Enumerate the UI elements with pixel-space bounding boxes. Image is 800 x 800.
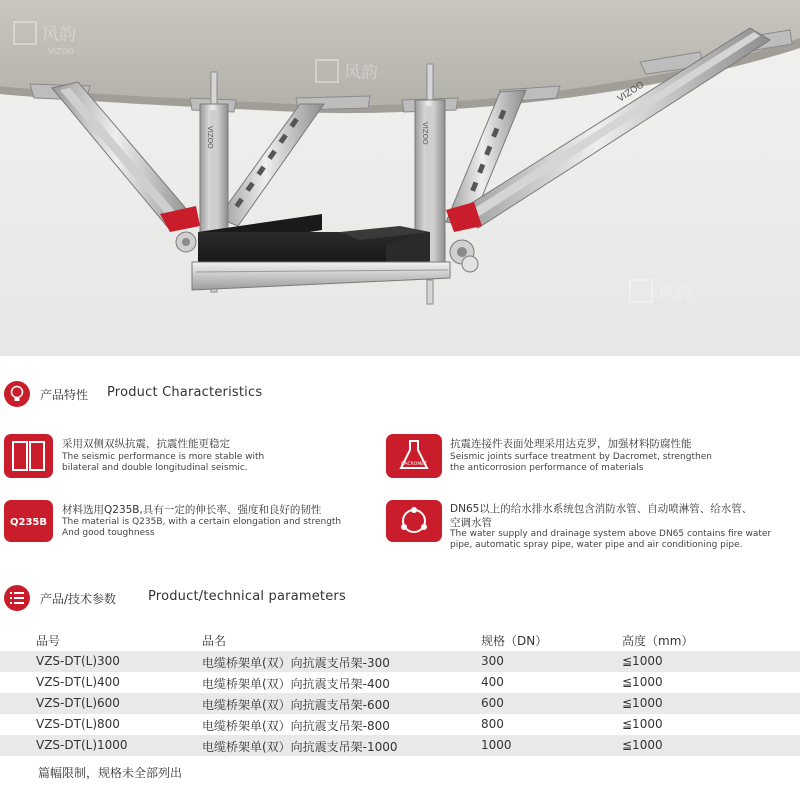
svg-text:VIZOO: VIZOO: [616, 80, 647, 105]
params-title-en: Product/technical parameters: [148, 589, 346, 604]
bottom-channel: [192, 262, 450, 290]
feature-2-en-line2: the anticorrosion performance of materials: [450, 463, 644, 473]
cell-height: ≦1000: [622, 675, 663, 689]
table-row: [0, 693, 800, 714]
characteristics-title-cn: 产品特性: [40, 388, 89, 402]
feature-water-system: [386, 500, 800, 552]
table-row: [0, 672, 800, 693]
double-frame-icon: [4, 434, 53, 478]
cell-spec: 400: [481, 675, 504, 689]
seismic-support-illustration: [0, 0, 800, 356]
cell-height: ≦1000: [622, 717, 663, 731]
table-footnote: 篇幅限制，规格未全部列出: [38, 766, 183, 780]
header-height: 高度（mm）: [622, 634, 694, 648]
feature-1-en-line1: The seismic performance is more stable with: [62, 452, 265, 462]
cell-model: VZS-DT(L)1000: [36, 738, 128, 752]
characteristics-header: [0, 381, 800, 409]
feature-1-cn: 采用双侧双纵抗震，抗震性能更稳定: [62, 438, 230, 450]
svg-text:风韵: 风韵: [42, 25, 76, 45]
cell-model: VZS-DT(L)800: [36, 717, 120, 731]
table-row: [0, 714, 800, 735]
cell-name: 电缆桥架单(双）向抗震支吊架-1000: [202, 740, 398, 754]
svg-text:Q235B: Q235B: [10, 517, 47, 528]
list-icon: [4, 585, 30, 611]
feature-2-cn: 抗震连接件表面处理采用达克罗，加强材料防腐性能: [450, 438, 692, 450]
params-title-cn: 产品/技术参数: [40, 592, 117, 606]
feature-4-cn-line1: DN65以上的给水排水系统包含消防水管、自动喷淋管、给水管、: [450, 503, 753, 515]
feature-1-en-line2: bilateral and double longitudinal seismic.: [62, 463, 248, 473]
table-header-row: [0, 629, 800, 651]
table-row: [0, 651, 800, 672]
feature-2-en-line1: Seismic joints surface treatment by Dacromet, strengthen: [450, 452, 712, 462]
cell-height: ≦1000: [622, 654, 663, 668]
brace-left-inner: [218, 104, 324, 226]
pipe-network-icon: [386, 500, 442, 542]
svg-text:VIZOO: VIZOO: [206, 126, 214, 149]
svg-text:风韵: 风韵: [344, 63, 378, 83]
feature-dacromet-treatment: [386, 434, 800, 484]
cell-model: VZS-DT(L)600: [36, 696, 120, 710]
feature-3-en-line2: And good toughness: [62, 528, 155, 538]
svg-text:DACROMET: DACROMET: [401, 462, 427, 467]
cell-name: 电缆桥架单(双）向抗震支吊架-400: [202, 677, 390, 691]
cell-spec: 1000: [481, 738, 512, 752]
cell-spec: 300: [481, 654, 504, 668]
cell-model: VZS-DT(L)400: [36, 675, 120, 689]
feature-3-en-line1: The material is Q235B, with a certain elongation and strength: [62, 517, 342, 527]
cell-height: ≦1000: [622, 738, 663, 752]
params-table: [0, 629, 800, 756]
feature-q235b-material: [4, 500, 384, 550]
cell-name: 电缆桥架单(双）向抗震支吊架-800: [202, 719, 390, 733]
cell-height: ≦1000: [622, 696, 663, 710]
cell-name: 电缆桥架单(双）向抗震支吊架-600: [202, 698, 390, 712]
feature-4-en-line1: The water supply and drainage system above DN65 contains fire water: [450, 529, 772, 539]
header-spec: 规格（DN）: [481, 634, 548, 648]
feature-4-cn-line2: 空调水管: [450, 517, 492, 529]
svg-text:VIZOO: VIZOO: [48, 47, 74, 56]
product-photo: [0, 0, 800, 356]
cell-name: 电缆桥架单(双）向抗震支吊架-300: [202, 656, 390, 670]
lightbulb-icon: [4, 381, 30, 407]
characteristics-title-en: Product Characteristics: [107, 385, 263, 400]
header-model: 品号: [36, 634, 61, 648]
cell-spec: 600: [481, 696, 504, 710]
cell-spec: 800: [481, 717, 504, 731]
table-row: [0, 735, 800, 756]
feature-4-en-line2: pipe, automatic spray pipe, water pipe and air conditioning pipe.: [450, 540, 743, 550]
flask-icon: [386, 434, 442, 478]
cell-model: VZS-DT(L)300: [36, 654, 120, 668]
header-name: 品名: [202, 634, 227, 648]
svg-text:VIZOO: VIZOO: [421, 122, 429, 145]
feature-seismic-stability: [4, 434, 384, 484]
q235b-badge-icon: [4, 500, 53, 542]
feature-3-cn: 材料选用Q235B,具有一定的伸长率、强度和良好的韧性: [62, 504, 322, 516]
params-header: [0, 585, 800, 613]
svg-text:风韵: 风韵: [658, 283, 692, 303]
